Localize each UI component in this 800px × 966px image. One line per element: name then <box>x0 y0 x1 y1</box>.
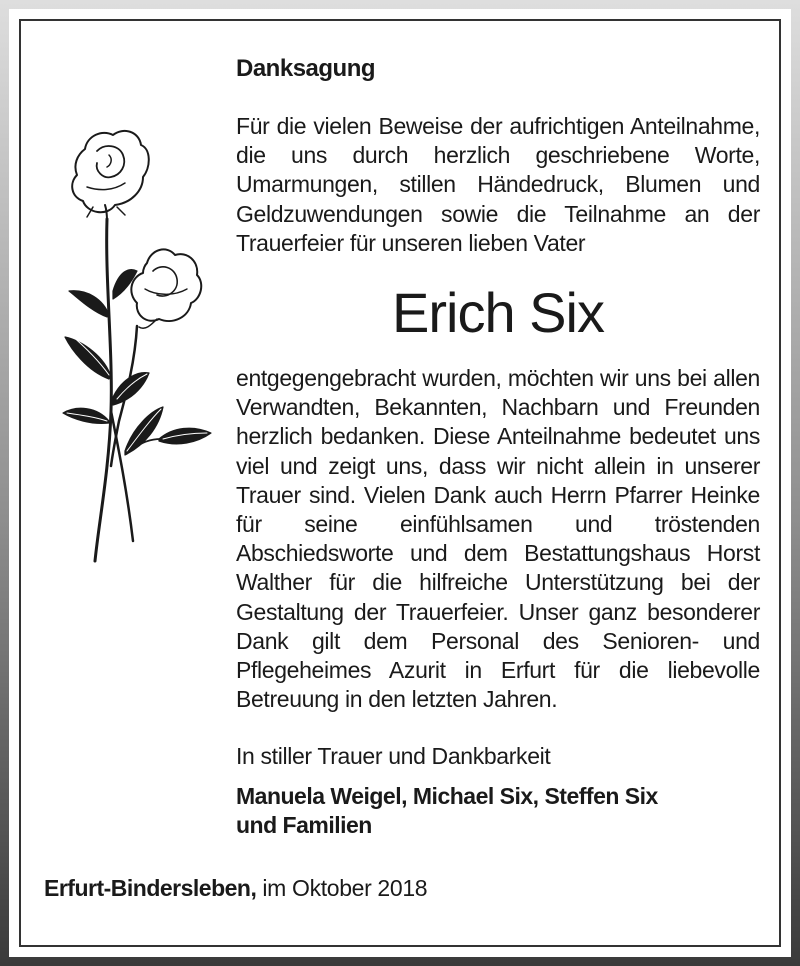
deceased-name: Erich Six <box>392 281 604 344</box>
obituary-card <box>9 9 791 957</box>
place-date <box>44 875 427 902</box>
signers <box>236 782 716 840</box>
rose-icon <box>47 121 217 566</box>
thanks-paragraph-intro: Für die vielen Beweise der aufrichtigen Anteilnahme, die uns durch herzlich geschriebene Worte, Umarmungen, stillen Händedruck, Blumen und Geldzuwendungen sowie die Teilnahme an der Trauerfeier für unseren lieben Vater <box>236 113 760 256</box>
notice-date: im Oktober 2018 <box>262 875 428 901</box>
place-name: Erfurt-Bindersleben, <box>44 875 257 901</box>
signers-line-2: und Familien <box>236 812 372 838</box>
closing-line: In stiller Trauer und Dankbarkeit <box>236 743 551 769</box>
notice-heading: Danksagung <box>236 55 376 82</box>
signers-line-1: Manuela Weigel, Michael Six, Steffen Six <box>236 783 658 809</box>
thanks-paragraph-main: entgegengebracht wurden, möchten wir uns bei allen Verwandten, Bekannten, Nachbarn und Freunden herzlich bedanken. Diese Anteilnahme bedeutet uns viel und zeigt uns, dass wir nicht allein in unserer Trauer sind. Vielen Dank auch Herrn Pfarrer Heinke für seine einfühlsamen und tröstenden Abschiedsworte und dem Bestattungshaus Horst Walther für die hilfreiche Unterstützung bei der Gestaltung der Trauerfeier. Unser ganz besonderer Dank gilt dem Personal des Senioren- und Pflegeheimes Azurit in Erfurt für die liebevolle Betreuung in den letzten Jahren. <box>236 365 760 713</box>
